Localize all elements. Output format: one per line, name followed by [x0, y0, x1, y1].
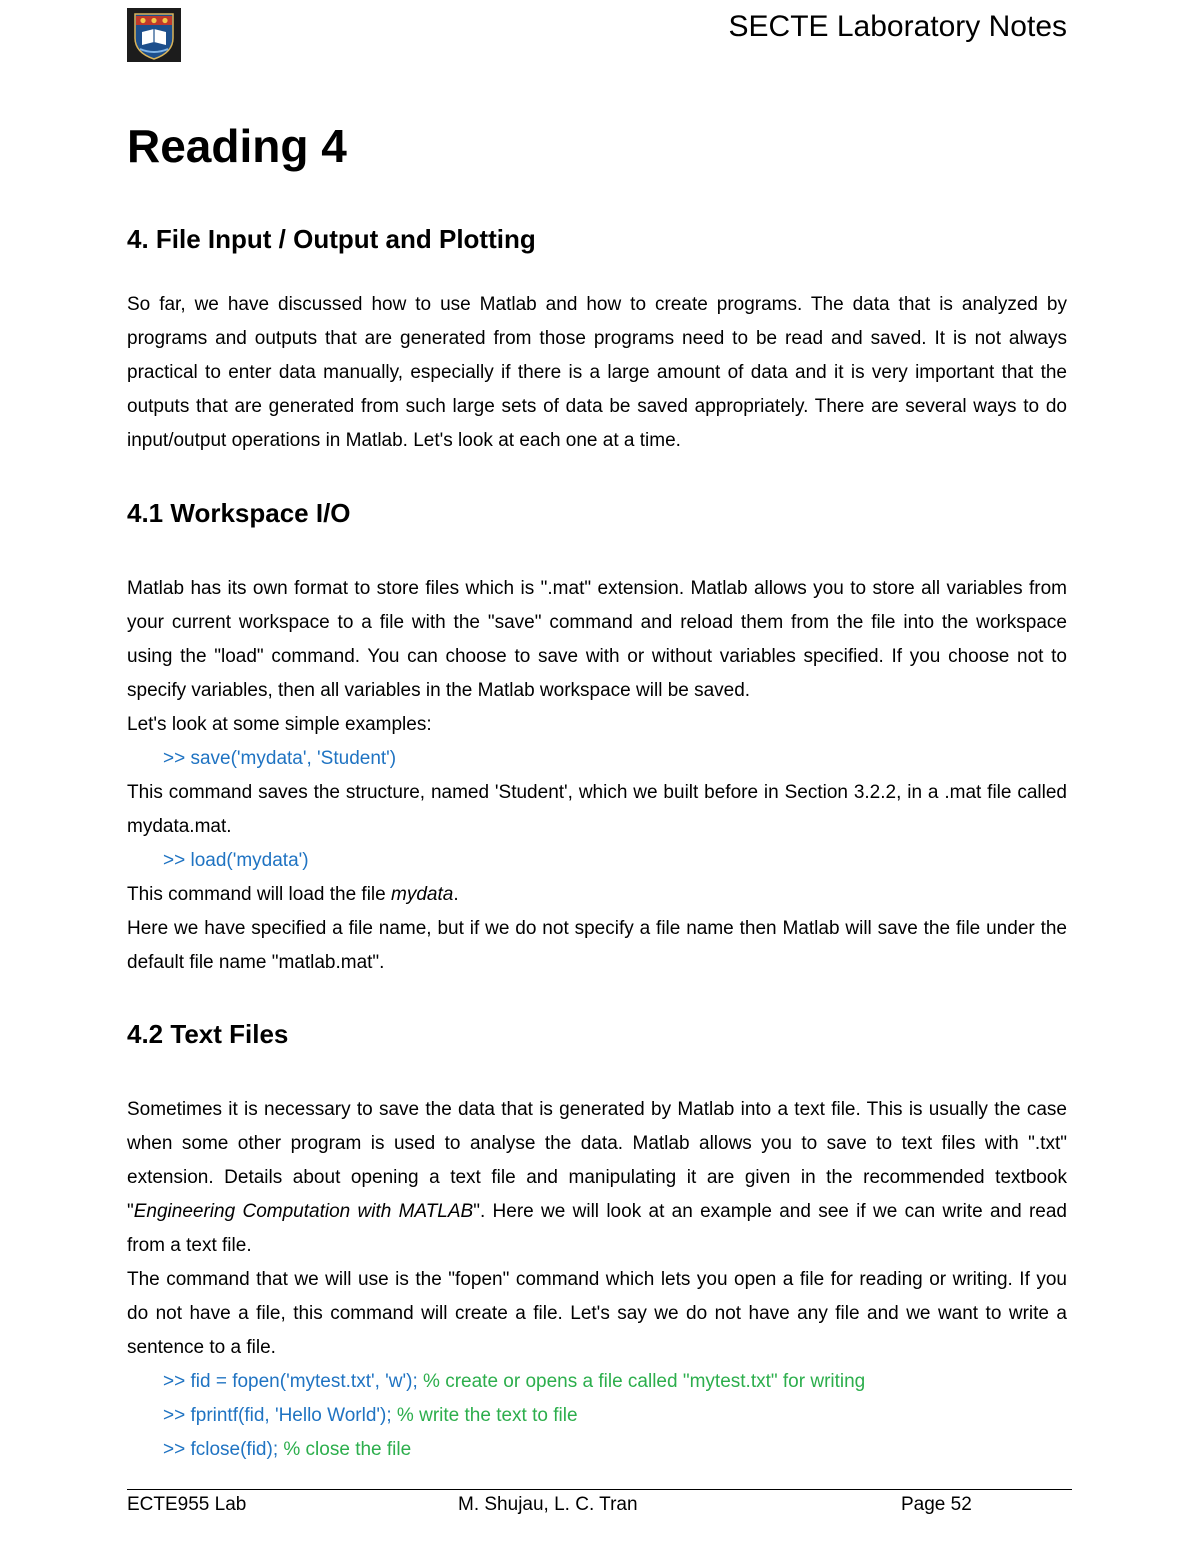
code-save: >> save('mydata', 'Student'): [163, 748, 397, 769]
workspace-para-2: Let's look at some simple examples:: [127, 714, 432, 735]
comment-fclose: % close the file: [278, 1439, 412, 1460]
comment-fprintf: % write the text to file: [391, 1405, 578, 1426]
section-4-text: So far, we have discussed how to use Matlab and how to create programs. The data that is analyzed by programs and outputs that are generated from those programs need to be read and saved. It is not always practical to enter data manually, especially if there is a large amount of data and it is very important that the outputs that are generated from such large sets of data be saved appropriately. There are several ways to do input/output operations in Matlab. Let's look at each one at a time.: [127, 294, 1067, 451]
code-fopen: >> fid = fopen('mytest.txt', 'w');: [163, 1371, 418, 1392]
page-title: Reading 4: [127, 120, 347, 172]
para4-prefix: This command will load the file: [127, 884, 391, 905]
code-fprintf: >> fprintf(fid, 'Hello World');: [163, 1405, 392, 1426]
university-crest-icon: [127, 8, 181, 62]
textfiles-para-2: The command that we will use is the "fopen" command which lets you open a file for reading or writing. If you do not have a file, this command will create a file. Let's say we do not have any file and we want to write a sentence to a file.: [127, 1269, 1067, 1358]
section-4-heading: 4. File Input / Output and Plotting: [127, 224, 536, 254]
section-4-1-heading: 4.1 Workspace I/O: [127, 498, 351, 528]
code-line-fopen: [127, 1365, 1067, 1399]
textbook-title: Engineering Computation with MATLAB: [133, 1201, 474, 1222]
code-line-fprintf: [127, 1399, 1067, 1433]
workspace-para-4: [127, 878, 1067, 912]
section-4-1-body: [127, 572, 1067, 980]
comment-fopen: % create or opens a file called "mytest.txt" for writing: [417, 1371, 866, 1392]
textfiles-para-1: [127, 1093, 1067, 1263]
footer-page-number: Page 52: [901, 1494, 972, 1515]
footer-divider: [127, 1489, 1072, 1490]
header-title: SECTE Laboratory Notes: [728, 10, 1067, 43]
code-fclose: >> fclose(fid);: [163, 1439, 279, 1460]
para4-suffix: .: [453, 884, 459, 905]
section-4-2-heading: 4.2 Text Files: [127, 1019, 289, 1049]
footer-course: ECTE955 Lab: [127, 1494, 247, 1515]
workspace-para-5: Here we have specified a file name, but if we do not specify a file name then Matlab will save the file under the default file name "matlab.mat".: [127, 918, 1067, 973]
para4-italic: mydata: [391, 884, 454, 905]
para1-suffix: ". Here we will look at an example and see if we can write and read from a text file.: [127, 1201, 1067, 1256]
code-load: >> load('mydata'): [163, 850, 309, 871]
para1-prefix: Sometimes it is necessary to save the data that is generated by Matlab into a text file. This is usually the case when some other program is used to analyse the data. Matlab allows you to save to text files with ".txt" extension. Details about opening a text file and manipulating it are given in the recommended textbook ": [127, 1099, 1067, 1222]
code-line-fclose: [127, 1433, 1067, 1467]
section-4-paragraph: [127, 288, 1067, 458]
section-4-2-body: [127, 1093, 1067, 1467]
footer-authors: M. Shujau, L. C. Tran: [458, 1494, 638, 1515]
workspace-para-3: This command saves the structure, named 'Student', which we built before in Section 3.2.2, in a .mat file called mydata.mat.: [127, 782, 1067, 837]
workspace-para-1: Matlab has its own format to store files which is ".mat" extension. Matlab allows you to store all variables from your current workspace to a file with the "save" command and reload them from the file into the workspace using the "load" command. You can choose to save with or without variables specified. If you choose not to specify variables, then all variables in the Matlab workspace will be saved.: [127, 578, 1067, 701]
